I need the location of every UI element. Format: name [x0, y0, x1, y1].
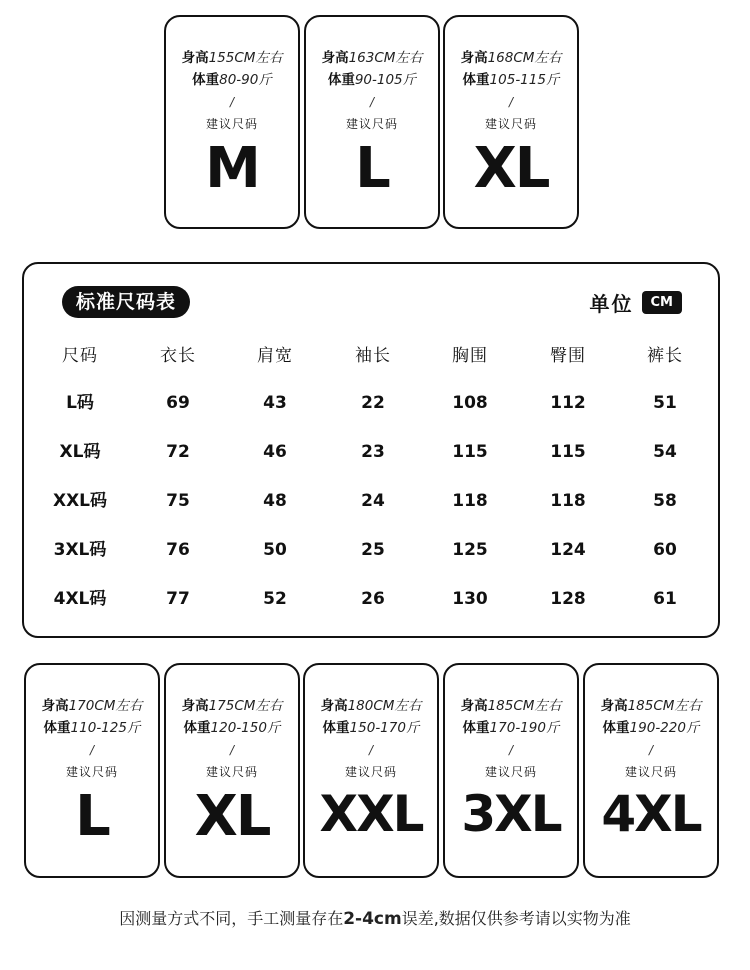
divider-slash: /: [368, 743, 374, 757]
weight-value: 105-115斤: [489, 72, 560, 88]
recommended-size-label: 建议尺码: [484, 765, 537, 779]
height-value: 185CM左右: [487, 698, 562, 714]
height-label: 身高: [320, 698, 348, 714]
height-value: 185CM左右: [627, 698, 702, 714]
recommended-size-label: 建议尺码: [484, 117, 537, 131]
size-card-m: [164, 15, 300, 229]
table-row: [24, 530, 718, 570]
recommended-size: XXL: [319, 785, 423, 843]
weight-label: 体重: [322, 720, 350, 736]
weight-label: 体重: [602, 720, 630, 736]
recommended-size-label: 建议尺码: [65, 765, 118, 779]
table-cell: 50: [263, 540, 287, 560]
unit-badge: CM: [642, 291, 682, 314]
table-cell: 72: [166, 442, 190, 462]
table-cell: 58: [653, 491, 677, 511]
table-cell: 124: [550, 540, 586, 560]
height-value: 163CM左右: [348, 50, 423, 66]
size-chart-panel: [22, 262, 720, 638]
height-value: 168CM左右: [487, 50, 562, 66]
table-row: [24, 432, 718, 472]
table-cell: 60: [653, 540, 677, 560]
table-row: [24, 383, 718, 423]
table-cell: 115: [452, 442, 488, 462]
table-row: [24, 481, 718, 521]
header-cell: 衣长: [160, 346, 196, 366]
divider-slash: /: [508, 743, 514, 757]
table-cell: 75: [166, 491, 190, 511]
weight-label: 体重: [183, 720, 211, 736]
size-card-xl: [443, 15, 579, 229]
height-value: 170CM左右: [68, 698, 143, 714]
table-cell: 52: [263, 589, 287, 609]
recommended-size-label: 建议尺码: [205, 117, 258, 131]
height-label: 身高: [460, 698, 488, 714]
header-cell: 裤长: [647, 346, 683, 366]
divider-slash: /: [229, 95, 235, 109]
table-cell: XL码: [59, 442, 101, 462]
recommended-size: M: [205, 136, 259, 201]
table-cell: 76: [166, 540, 190, 560]
table-cell: 25: [361, 540, 385, 560]
recommended-size: 4XL: [601, 785, 701, 843]
height-label: 身高: [600, 698, 628, 714]
weight-value: 170-190斤: [489, 720, 560, 736]
table-cell: 118: [452, 491, 488, 511]
table-cell: 61: [653, 589, 677, 609]
size-card-xxl: [303, 663, 439, 878]
height-label: 身高: [460, 50, 488, 66]
table-cell: 3XL码: [53, 540, 107, 560]
table-cell: XXL码: [52, 491, 108, 511]
weight-label: 体重: [462, 72, 490, 88]
disclaimer-text-post: 误差,数据仅供参考请以实物为准: [401, 909, 631, 928]
table-cell: 108: [452, 393, 488, 413]
height-label: 身高: [321, 50, 349, 66]
weight-value: 190-220斤: [629, 720, 700, 736]
table-cell: 24: [361, 491, 385, 511]
height-label: 身高: [41, 698, 69, 714]
divider-slash: /: [648, 743, 654, 757]
weight-label: 体重: [327, 72, 355, 88]
header-cell: 臀围: [550, 346, 586, 366]
table-cell: 22: [361, 393, 385, 413]
table-cell: 69: [166, 393, 190, 413]
weight-value: 90-105斤: [354, 72, 417, 88]
table-cell: 112: [550, 393, 586, 413]
table-cell: 54: [653, 442, 677, 462]
header-cell: 尺码: [62, 346, 98, 366]
disclaimer-text-pre: 因测量方式不同，手工测量存在: [119, 909, 344, 928]
weight-value: 120-150斤: [210, 720, 281, 736]
recommended-size: XL: [473, 136, 549, 201]
divider-slash: /: [369, 95, 375, 109]
size-card-3xl: [443, 663, 579, 878]
table-cell: 128: [550, 589, 586, 609]
recommended-size-label: 建议尺码: [624, 765, 677, 779]
divider-slash: /: [89, 743, 95, 757]
disclaimer-tolerance: 2-4cm: [343, 909, 402, 929]
weight-label: 体重: [43, 720, 71, 736]
table-cell: 4XL码: [53, 589, 107, 609]
header-cell: 肩宽: [257, 346, 293, 366]
header-cell: 袖长: [355, 346, 391, 366]
table-cell: 23: [361, 442, 385, 462]
table-cell: 26: [361, 589, 385, 609]
table-cell: 46: [263, 442, 287, 462]
recommended-size: L: [75, 784, 109, 849]
recommended-size: L: [355, 136, 389, 201]
table-cell: 77: [166, 589, 190, 609]
weight-label: 体重: [192, 72, 220, 88]
recommended-size-label: 建议尺码: [345, 117, 398, 131]
table-cell: 43: [263, 393, 287, 413]
table-cell: 130: [452, 589, 488, 609]
divider-slash: /: [508, 95, 514, 109]
header-cell: 胸围: [452, 346, 488, 366]
unit-indicator: [590, 288, 682, 317]
table-cell: L码: [66, 393, 94, 413]
height-value: 155CM左右: [208, 50, 283, 66]
table-row: [24, 579, 718, 619]
size-card-xl-tall: [164, 663, 300, 878]
weight-value: 150-170斤: [349, 720, 420, 736]
measurement-disclaimer: [0, 906, 750, 929]
table-cell: 125: [452, 540, 488, 560]
height-value: 175CM左右: [208, 698, 283, 714]
weight-value: 80-90斤: [219, 72, 272, 88]
table-cell: 48: [263, 491, 287, 511]
unit-label: 单位: [589, 292, 634, 316]
weight-label: 体重: [462, 720, 490, 736]
recommended-size: XL: [194, 784, 270, 849]
table-header-row: [24, 336, 718, 376]
weight-value: 110-125斤: [70, 720, 141, 736]
height-value: 180CM左右: [347, 698, 422, 714]
table-cell: 118: [550, 491, 586, 511]
recommended-size-label: 建议尺码: [344, 765, 397, 779]
size-card-l-tall: [24, 663, 160, 878]
height-label: 身高: [181, 698, 209, 714]
table-cell: 51: [653, 393, 677, 413]
height-label: 身高: [181, 50, 209, 66]
recommended-size-label: 建议尺码: [205, 765, 258, 779]
divider-slash: /: [229, 743, 235, 757]
size-card-l: [304, 15, 440, 229]
table-cell: 115: [550, 442, 586, 462]
recommended-size: 3XL: [461, 785, 561, 843]
size-chart-title: 标准尺码表: [62, 286, 190, 318]
size-card-4xl: [583, 663, 719, 878]
